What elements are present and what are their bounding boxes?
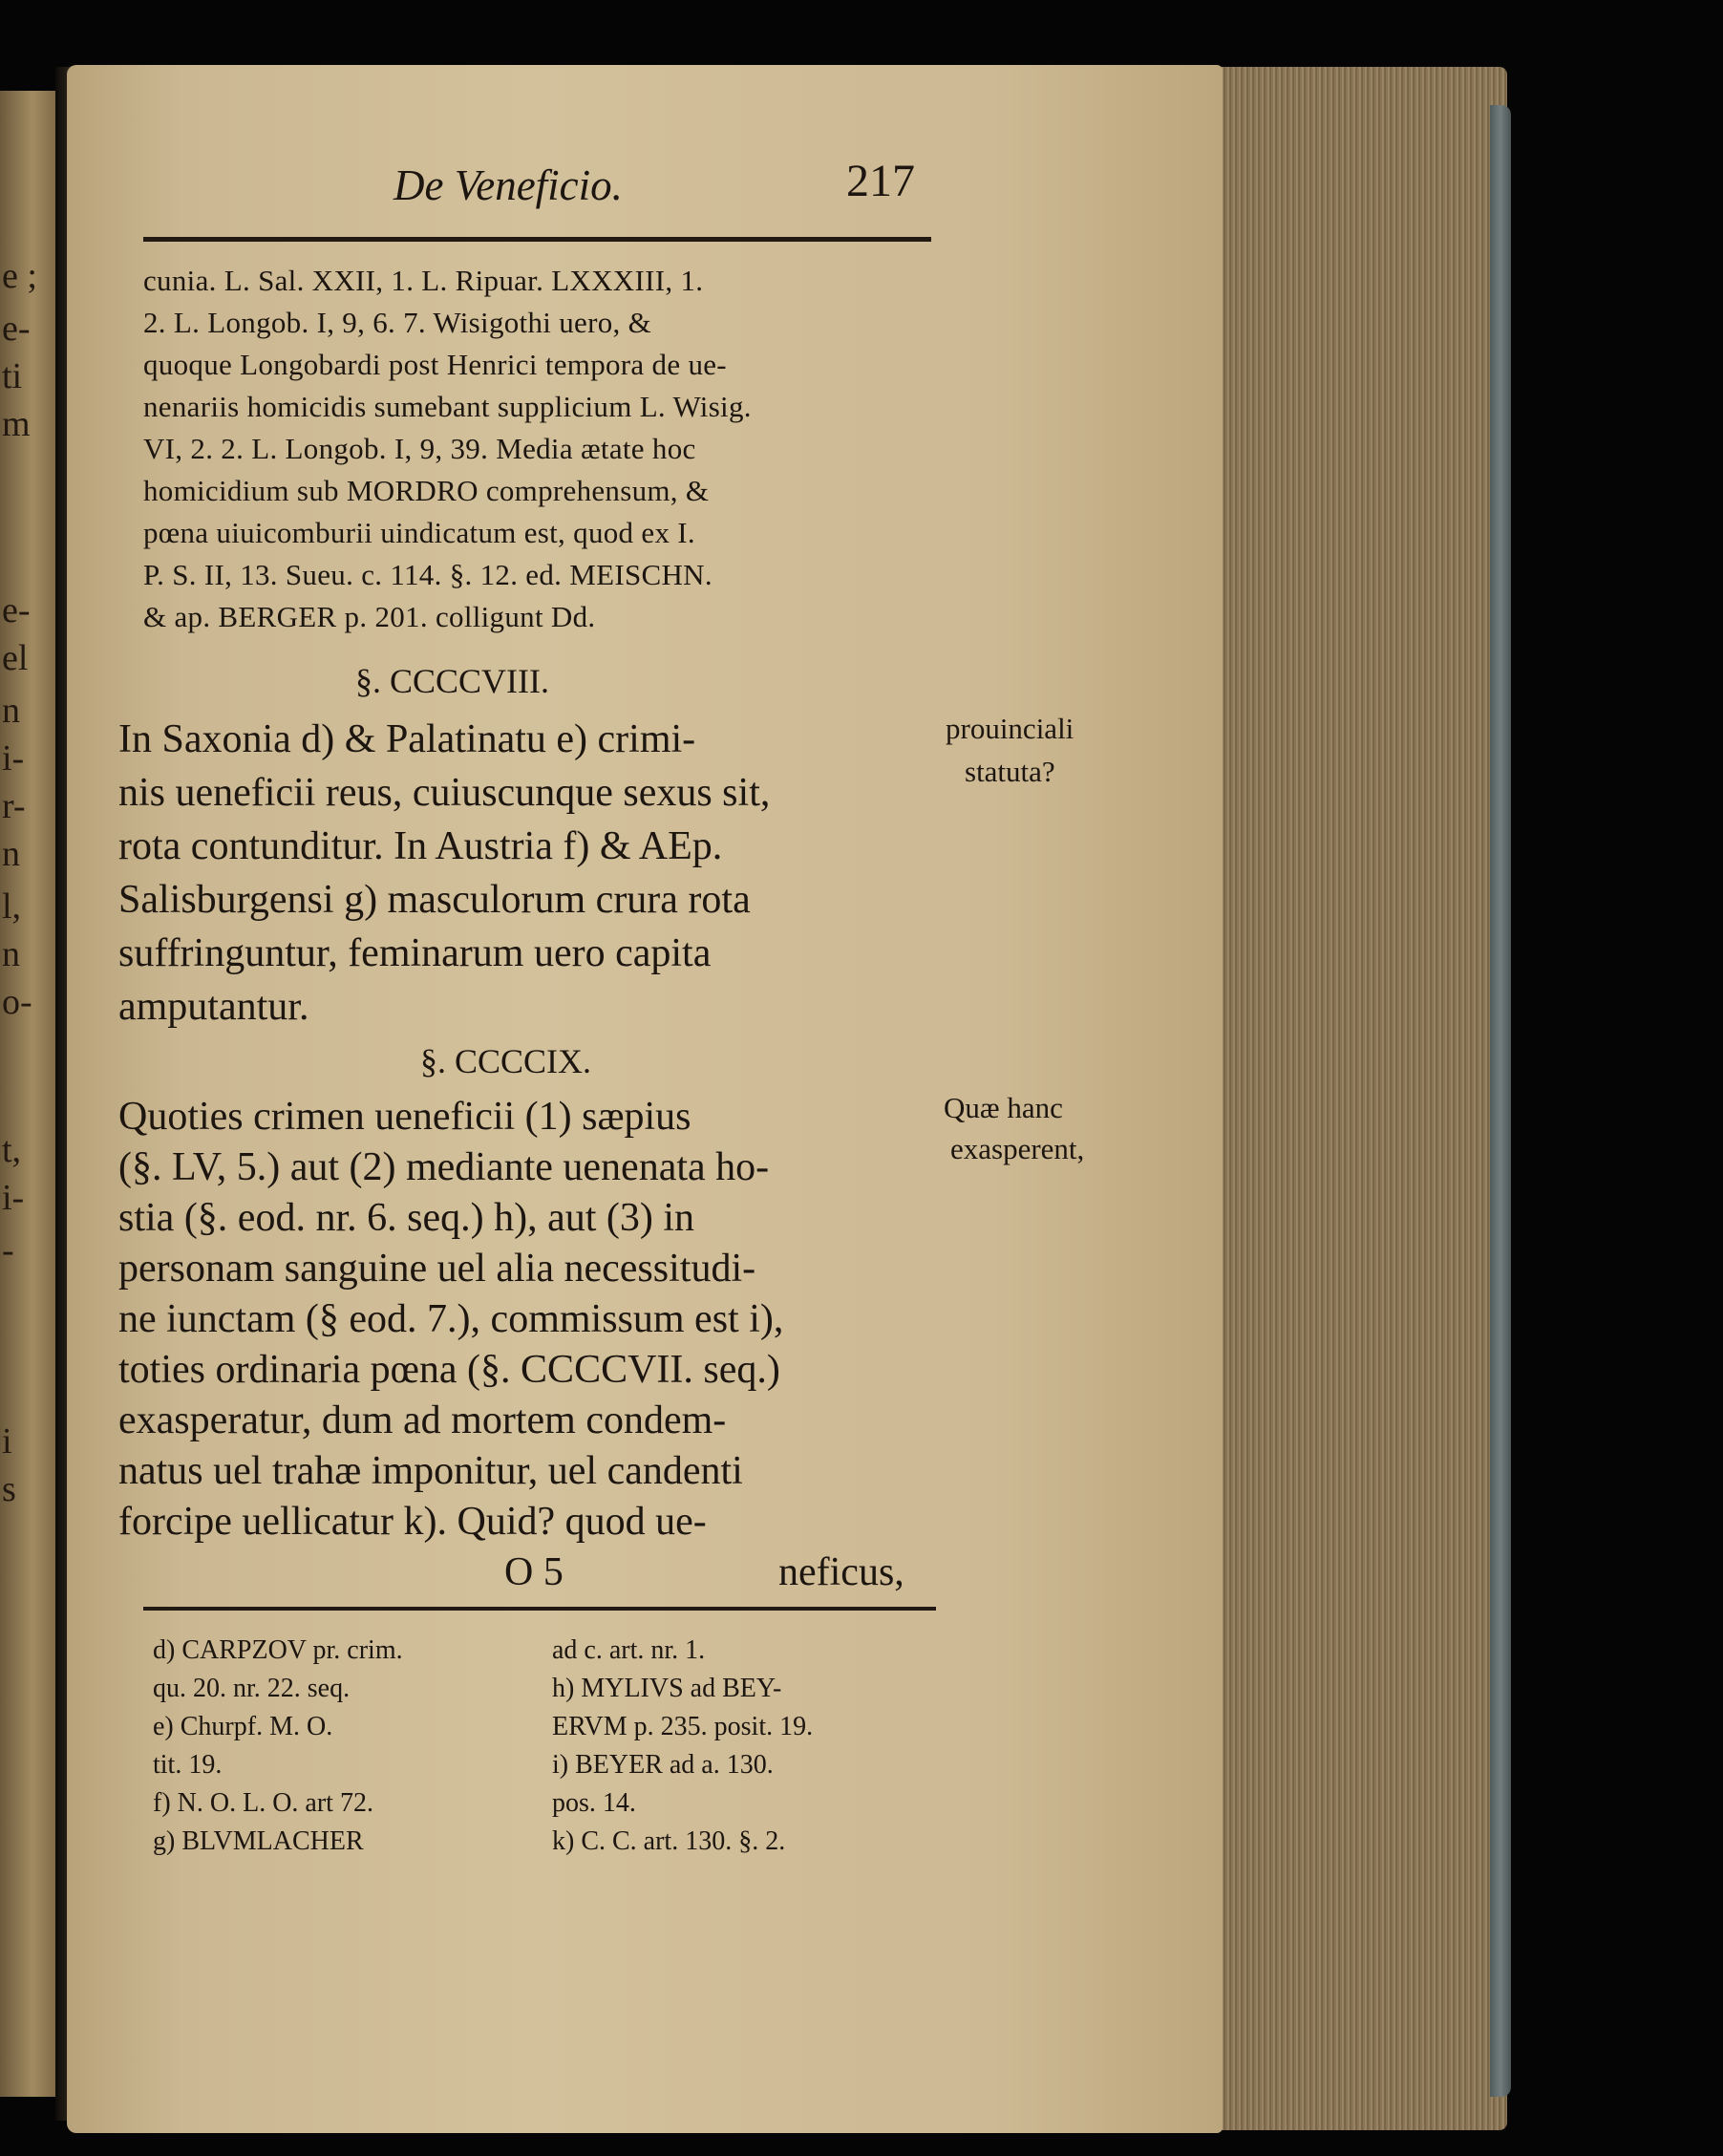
body-line: ne iunctam (§ eod. 7.), commissum est i), [118,1297,784,1341]
footnote-right-line: ERVM p. 235. posit. 19. [552,1712,814,1741]
signature-mark: O 5 [504,1550,564,1594]
margin-note: Quæ hanc [944,1091,1063,1124]
footnote-right-line: h) MYLIVS ad BEY- [552,1674,782,1703]
footnote-rule [143,1607,936,1611]
left-page-fragment: o- [2,984,32,1020]
body-line: In Saxonia d) & Palatinatu e) crimi- [118,717,696,761]
margin-note: statuta? [965,755,1055,788]
footnote-line: P. S. II, 13. Sueu. c. 114. §. 12. ed. MEISCHN. [143,558,713,591]
left-page-fragment: i- [2,740,25,777]
footnote-line: homicidium sub MORDRO comprehensum, & [143,474,710,507]
left-page-fragment: r- [2,788,26,824]
left-page-fragment: ti [2,358,23,395]
footnote-left-line: f) N. O. L. O. art 72. [153,1788,373,1818]
body-line: natus uel trahæ imponitur, uel candenti [118,1449,743,1493]
running-header-title: De Veneficio. [394,161,623,209]
left-page-fragment: e ; [2,258,37,294]
body-line: forcipe uellicatur k). Quid? quod ue- [118,1500,707,1544]
left-page-fragment: el [2,640,29,676]
body-line: Quoties crimen ueneficii (1) sæpius [118,1095,691,1139]
body-line: exasperatur, dum ad mortem condem- [118,1398,727,1442]
footnote-right-line: i) BEYER ad a. 130. [552,1750,774,1780]
body-line: amputantur. [118,985,309,1029]
margin-note: prouinciali [946,712,1074,745]
margin-note: exasperent, [950,1132,1085,1165]
footnote-right-line: k) C. C. art. 130. §. 2. [552,1826,786,1856]
body-line: stia (§. eod. nr. 6. seq.) h), aut (3) in [118,1196,695,1240]
footnote-line: cunia. L. Sal. XXII, 1. L. Ripuar. LXXXIII, 1. [143,264,704,297]
footnote-line: quoque Longobardi post Henrici tempora de ue- [143,348,727,381]
body-line: suffringuntur, feminarum uero capita [118,931,712,975]
header-rule [143,237,931,242]
left-page-fragment: i- [2,1180,25,1216]
left-adjoining-page [0,91,59,2097]
left-page-fragment: m [2,406,31,442]
left-page-fragment: s [2,1471,16,1507]
footnote-line: pœna uiuicomburii uindicatum est, quod ex I. [143,516,695,549]
left-page-fragment: i [2,1423,12,1460]
left-page-fragment: e- [2,310,31,347]
footnote-right-line: pos. 14. [552,1788,636,1818]
cover-edge [1490,105,1511,2097]
footnote-left-line: tit. 19. [153,1750,223,1780]
left-page-fragment: n [2,936,20,972]
footnote-right-line: ad c. art. nr. 1. [552,1635,706,1665]
footnote-left-line: qu. 20. nr. 22. seq. [153,1674,351,1703]
section-heading: §. CCCCVIII. [355,662,550,700]
footnote-line: VI, 2. 2. L. Longob. I, 9, 39. Media ætate hoc [143,432,696,465]
footnote-line: & ap. BERGER p. 201. colligunt Dd. [143,600,596,633]
page-block-edge [1221,67,1507,2130]
footnote-line: nenariis homicidis sumebant supplicium L. Wisig. [143,390,752,423]
body-line: Salisburgensi g) masculorum crura rota [118,878,751,922]
left-page-fragment: e- [2,592,31,629]
left-page-fragment: n [2,693,20,729]
body-line: personam sanguine uel alia necessitudi- [118,1247,756,1291]
footnote-left-line: g) BLVMLACHER [153,1826,364,1856]
section-heading: §. CCCCIX. [420,1042,592,1080]
catchword: neficus, [778,1550,904,1594]
page-number: 217 [846,156,915,206]
left-page-fragment: t, [2,1132,22,1168]
left-page-fragment: - [2,1232,14,1269]
footnote-left-line: d) CARPZOV pr. crim. [153,1635,403,1665]
body-line: toties ordinaria pœna (§. CCCCVII. seq.) [118,1348,780,1392]
footnote-line: 2. L. Longob. I, 9, 6. 7. Wisigothi uero, & [143,306,652,339]
body-line: (§. LV, 5.) aut (2) mediante uenenata ho- [118,1145,770,1189]
left-page-fragment: l, [2,888,22,925]
body-line: nis ueneficii reus, cuiuscunque sexus sit, [118,771,771,815]
footnote-left-line: e) Churpf. M. O. [153,1712,333,1741]
left-page-fragment: n [2,836,20,872]
body-line: rota contunditur. In Austria f) & AEp. [118,824,723,868]
